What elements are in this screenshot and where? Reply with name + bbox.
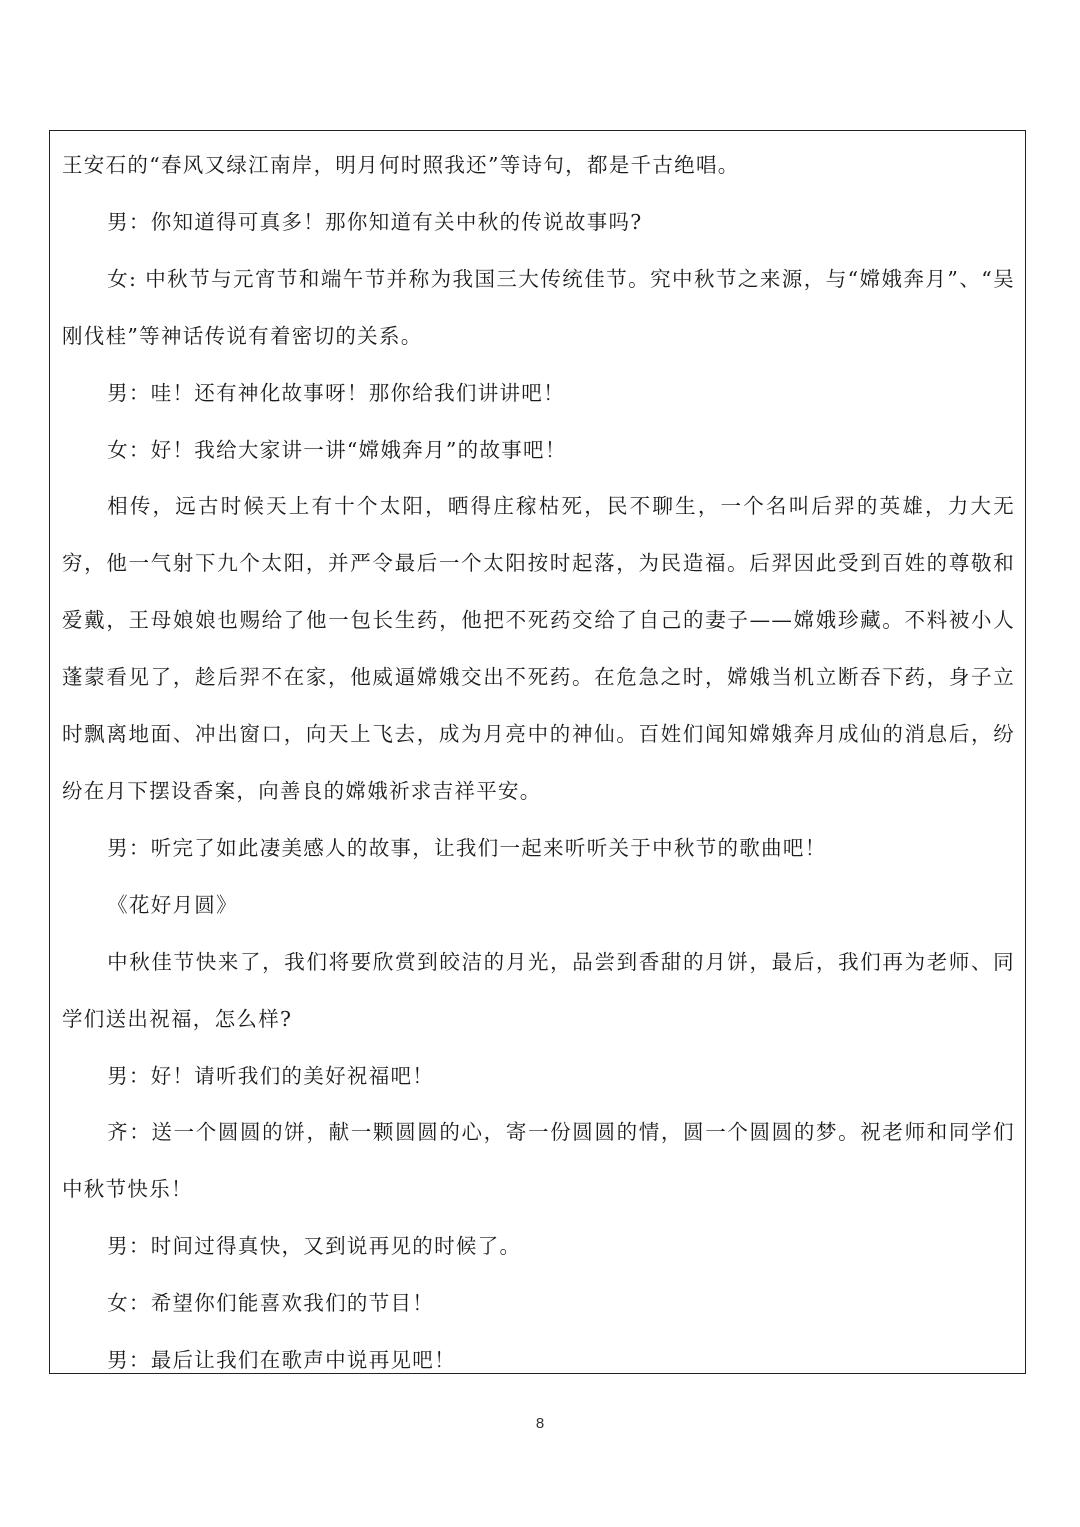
script-body — [62, 137, 1015, 1389]
paragraph-male-ask-story: 男：哇！还有神化故事呀！那你给我们讲讲吧！ — [107, 380, 565, 405]
paragraph-blessing-intro: 中秋佳节快来了，我们将要欣赏到皎洁的月光，品尝到香甜的月饼，最后，我们再为老师、同学们送出祝福，怎么样? — [62, 949, 1015, 1031]
paragraph-male-closing: 男：最后让我们在歌声中说再见吧！ — [107, 1348, 456, 1373]
paragraph-female-hope: 女：希望你们能喜欢我们的节目！ — [107, 1291, 435, 1316]
paragraph-male-song-intro: 男：听完了如此凄美感人的故事，让我们一起来听听关于中秋节的歌曲吧！ — [107, 835, 827, 860]
paragraph-song-title: 《花好月圆》 — [107, 892, 238, 917]
paragraph-male-goodbye: 男：时间过得真快，又到说再见的时候了。 — [107, 1234, 522, 1259]
script-text-box — [49, 130, 1026, 1374]
paragraph-poem-reference: 王安石的“春风又绿江南岸，明月何时照我还”等诗句，都是千古绝唱。 — [62, 153, 740, 177]
paragraph-female-intro-story: 女：好！我给大家讲一讲“嫦娥奔月”的故事吧！ — [107, 437, 567, 462]
paragraph-change-legend: 相传，远古时候天上有十个太阳，晒得庄稼枯死，民不聊生，一个名叫后羿的英雄，力大无穷，他一气射下九个太阳，并严令最后一个太阳按时起落，为民造福。后羿因此受到百姓的尊敬和爱戴，王母娘娘也赐给了他一包长生药，他把不死药交给了自己的妻子——嫦娥珍藏。不料被小人蓬蒙看见了，趁后羿不在家，他威逼嫦娥交出不死药。在危急之时，嫦娥当机立断吞下药，身子立时飘离地面、冲出窗口，向天上飞去，成为月亮中的神仙。百姓们闻知嫦娥奔月成仙的消息后，纷纷在月下摆设香案，向善良的嫦娥祈求吉祥平安。 — [62, 494, 1015, 803]
paragraph-male-blessing: 男：好！请听我们的美好祝福吧！ — [107, 1063, 435, 1088]
paragraph-female-festival-origin: 女: 中秋节与元宵节和端午节并称为我国三大传统佳节。究中秋节之来源，与“嫦娥奔月”、“吴刚伐桂”等神话传说有着密切的关系。 — [62, 266, 1015, 348]
paragraph-all-blessing: 齐：送一个圆圆的饼，献一颗圆圆的心，寄一份圆圆的情，圆一个圆圆的梦。祝老师和同学们中秋节快乐！ — [62, 1120, 1015, 1202]
page-number: 8 — [535, 1415, 545, 1432]
paragraph-male-question-legend: 男：你知道得可真多！那你知道有关中秋的传说故事吗? — [107, 209, 643, 234]
